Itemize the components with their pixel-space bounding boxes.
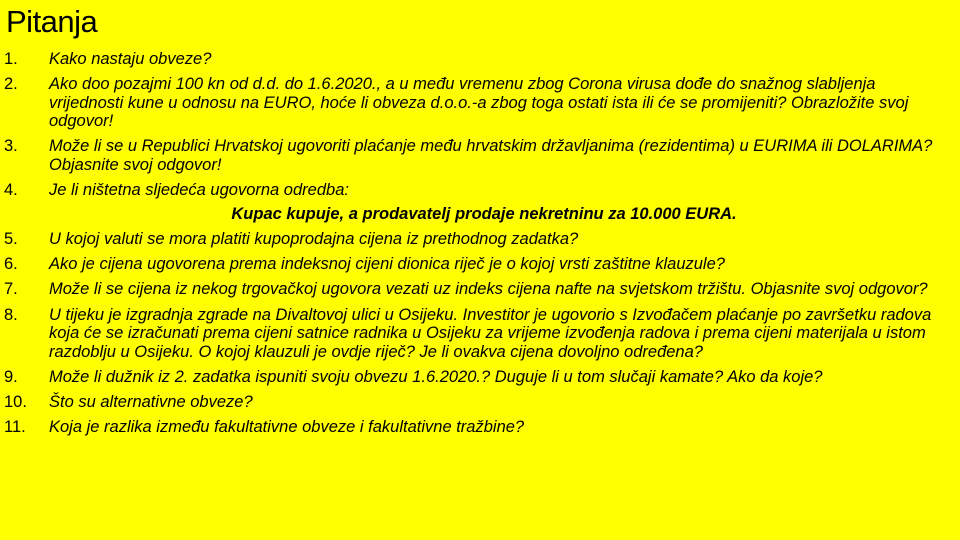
list-item-5 <box>4 230 954 249</box>
list-item-10 <box>4 393 954 412</box>
item-number: 9. <box>4 367 18 386</box>
item-text: Može li se cijena iz nekog trgovačkoj ugovora vezati uz indeks cijena nafte na svjetskom tržištu. Objasnite svoj odgovor? <box>49 280 928 299</box>
list-item-3 <box>4 137 954 174</box>
item-number: 3. <box>4 137 18 156</box>
list-item-4 <box>4 181 954 200</box>
item-number: 5. <box>4 230 18 249</box>
item-number: 1. <box>4 50 18 68</box>
list-item-11 <box>4 418 954 437</box>
item-text: Ako doo pozajmi 100 kn od d.d. do 1.6.2020., a u među vremenu zbog Corona virusa dođe do snažnog slabljenja vrijednosti kune u odnosu na EURO, hoće li obveza d.o.o.-a zbog toga ostati ista ili će se promijeniti? Obrazložite svoj odgovor! <box>49 75 909 131</box>
item-number: 10. <box>4 392 27 411</box>
item-number: 8. <box>4 305 18 324</box>
list-item-9 <box>4 368 954 387</box>
item-text: Može li se u Republici Hrvatskoj ugovoriti plaćanje među hrvatskim državljanima (rezidentima) u EURIMA ili DOLARIMA? Objasnite svoj odgovor! <box>49 137 933 174</box>
page-title: Pitanja <box>6 4 98 39</box>
item-text: Koja je razlika između fakultativne obveze i fakultativne tražbine? <box>49 418 525 436</box>
item-text: Što su alternativne obveze? <box>49 392 253 411</box>
clause-statement: Kupac kupuje, a prodavatelj prodaje nekretninu za 10.000 EURA. <box>231 205 737 224</box>
question-list <box>4 50 954 443</box>
list-item-6 <box>4 255 954 274</box>
item-number: 2. <box>4 75 18 94</box>
item-text: U kojoj valuti se mora platiti kupoprodajna cijena iz prethodnog zadatka? <box>49 230 579 249</box>
list-item-8 <box>4 306 954 362</box>
item-number: 7. <box>4 280 18 299</box>
item-text: Može li dužnik iz 2. zadatka ispuniti svoju obvezu 1.6.2020.? Duguje li u tom slučaji kamate? Ako da koje? <box>49 367 823 386</box>
item-text: Je li ništetna sljedeća ugovorna odredba: <box>49 181 349 200</box>
list-item-1 <box>4 50 954 69</box>
item-number: 4. <box>4 181 18 200</box>
list-item-7 <box>4 280 954 299</box>
item-text: U tijeku je izgradnja zgrade na Divaltovoj ulici u Osijeku. Investitor je ugovorio s Izvođačem plaćanje po završetku radova koja će se izračunati prema cijeni satnice radnika u Osijeku za vrijeme izvođenja radova i prema cijeni materijala u istom razdoblju u Osijeku. O kojoj klauzuli je ovdje riječ? Je li ovakva cijena dovoljno određena? <box>49 305 932 361</box>
list-item-2 <box>4 75 954 131</box>
item-text: Ako je cijena ugovorena prema indeksnoj cijeni dionica riječ je o kojoj vrsti zaštitne klauzule? <box>49 255 725 274</box>
item-number: 6. <box>4 255 18 274</box>
item-number: 11. <box>4 418 26 436</box>
item-text: Kako nastaju obveze? <box>49 50 212 68</box>
